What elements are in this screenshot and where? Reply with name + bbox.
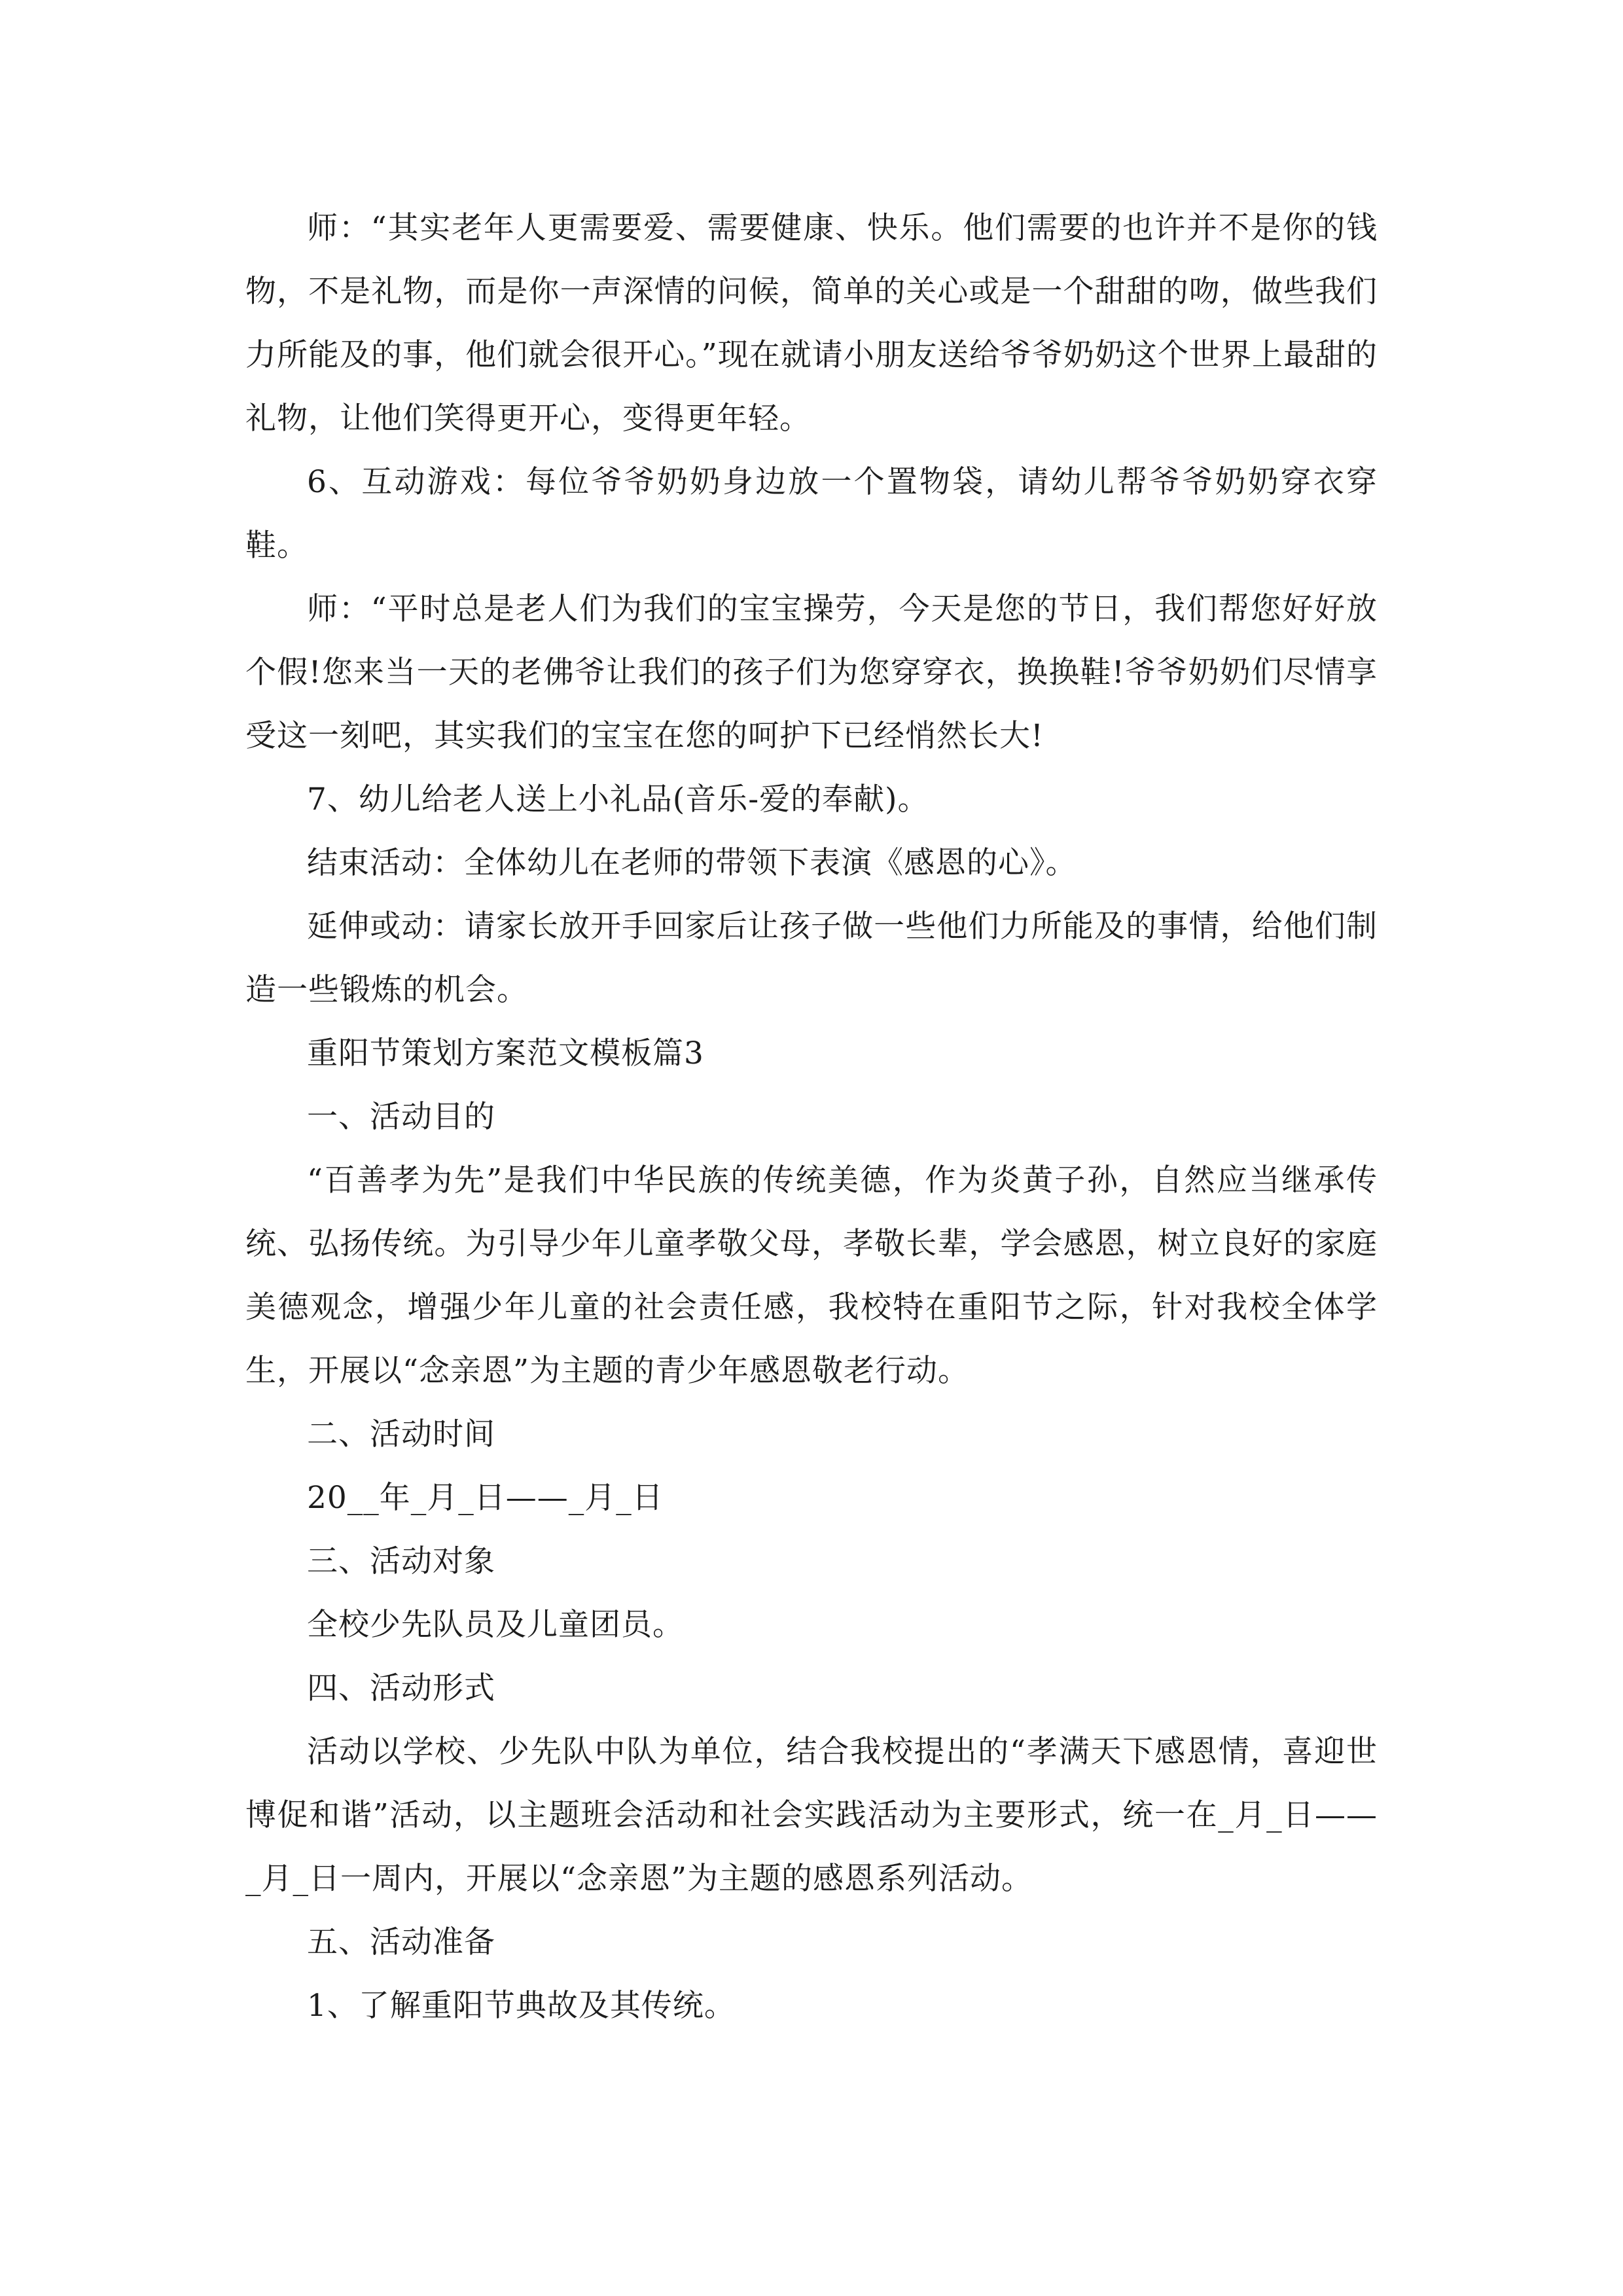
paragraph-activity-form: 活动以学校、少先队中队为单位，结合我校提出的“孝满天下感恩情，喜迎世博促和谐”活动，以主题班会活动和社会实践活动为主要形式，统一在_月_日——_月_日一周内，开展以“念亲恩”为主题的感恩系列活动。 bbox=[245, 1734, 1378, 1897]
paragraph-activity-target: 全校少先队员及儿童团员。 bbox=[307, 1607, 684, 1643]
paragraph-step-6: 6、互动游戏：每位爷爷奶奶身边放一个置物袋，请幼儿帮爷爷奶奶穿衣穿鞋。 bbox=[245, 464, 1378, 564]
paragraph-step-7: 7、幼儿给老人送上小礼品(音乐-爱的奉献)。 bbox=[307, 781, 929, 817]
paragraph-extension-activity: 延伸或动：请家长放开手回家后让孩子做一些他们力所能及的事情，给他们制造一些锻炼的机会。 bbox=[245, 908, 1378, 1008]
heading-activity-purpose: 一、活动目的 bbox=[307, 1099, 495, 1135]
paragraph-preparation-1: 1、了解重阳节典故及其传统。 bbox=[307, 1988, 736, 2024]
paragraph-teacher-speech-1: 师：“其实老年人更需要爱、需要健康、快乐。他们需要的也许并不是你的钱物，不是礼物，而是你一声深情的问候，简单的关心或是一个甜甜的吻，做些我们力所能及的事，他们就会很开心。”现在就请小朋友送给爷爷奶奶这个世界上最甜的礼物，让他们笑得更开心，变得更年轻。 bbox=[245, 210, 1378, 437]
paragraph-teacher-speech-2: 师：“平时总是老人们为我们的宝宝操劳，今天是您的节日，我们帮您好好放个假!您来当一天的老佛爷让我们的孩子们为您穿穿衣，换换鞋!爷爷奶奶们尽情享受这一刻吧，其实我们的宝宝在您的呵护下已经悄然长大! bbox=[245, 591, 1378, 754]
heading-activity-preparation: 五、活动准备 bbox=[307, 1924, 495, 1960]
paragraph-closing-activity: 结束活动：全体幼儿在老师的带领下表演《感恩的心》。 bbox=[307, 845, 1077, 881]
heading-activity-form: 四、活动形式 bbox=[307, 1670, 495, 1706]
section-title-plan-3: 重阳节策划方案范文模板篇3 bbox=[307, 1035, 704, 1071]
heading-activity-target: 三、活动对象 bbox=[307, 1543, 495, 1579]
paragraph-activity-purpose: “百善孝为先”是我们中华民族的传统美德，作为炎黄子孙，自然应当继承传统、弘扬传统。为引导少年儿童孝敬父母，孝敬长辈，学会感恩，树立良好的家庭美德观念，增强少年儿童的社会责任感，我校特在重阳节之际，针对我校全体学生，开展以“念亲恩”为主题的青少年感恩敬老行动。 bbox=[245, 1162, 1378, 1389]
document-body bbox=[245, 196, 1378, 2037]
heading-activity-time: 二、活动时间 bbox=[307, 1416, 495, 1452]
paragraph-activity-time: 20__年_月_日——_月_日 bbox=[307, 1480, 664, 1516]
